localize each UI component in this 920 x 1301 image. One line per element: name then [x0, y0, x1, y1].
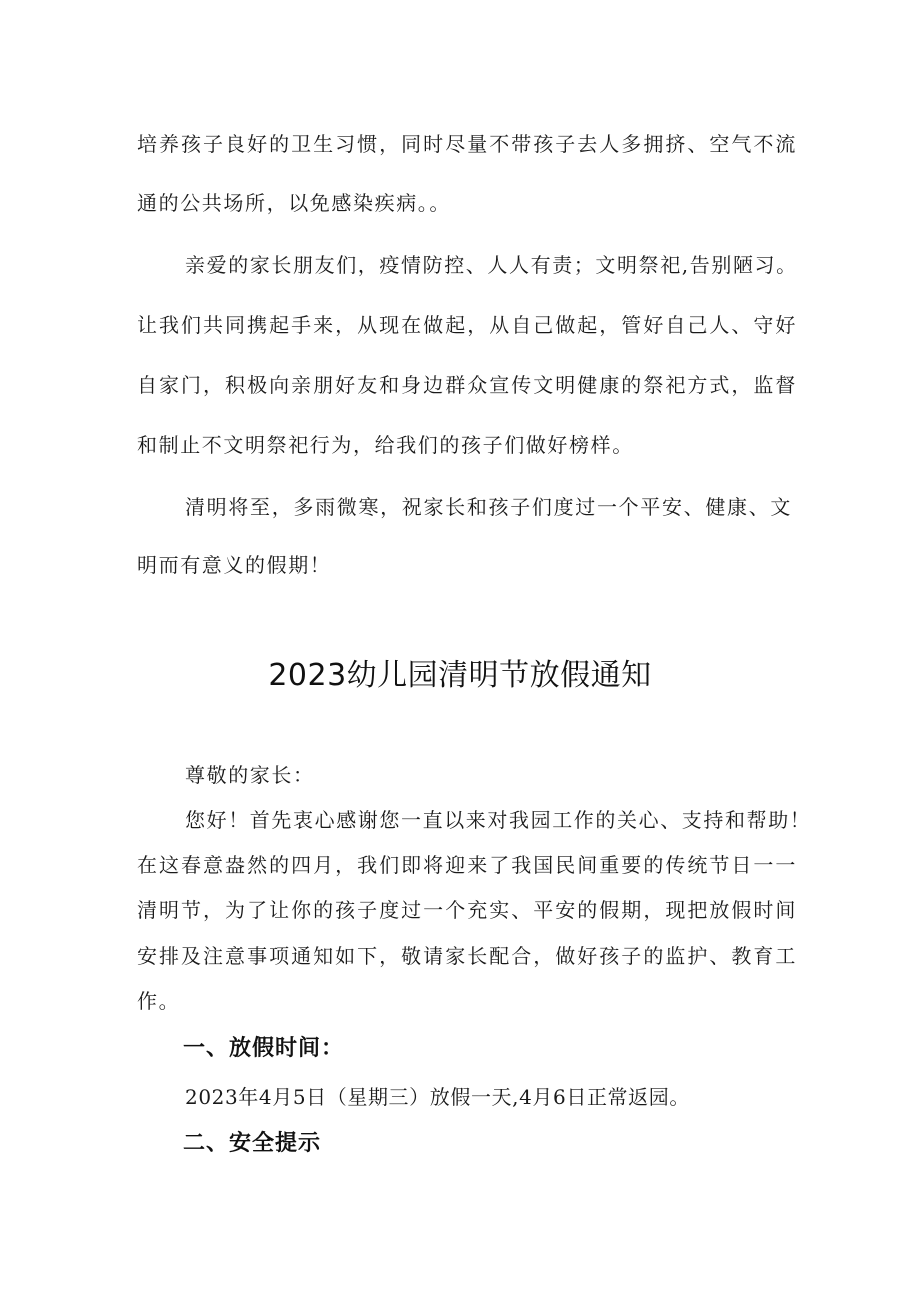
paragraph-line: 在这春意盎然的四月，我们即将迎来了我国民间重要的传统节日一一: [137, 853, 797, 877]
holiday-time-text: 2023年4月5日（星期三）放假一天,4月6日正常返园。: [185, 1085, 690, 1109]
paragraph-line: 清明将至，多雨微寒，祝家长和孩子们度过一个平安、健康、文: [185, 495, 792, 519]
paragraph-line: 自家门，积极向亲朋好友和身边群众宣传文明健康的祭祀方式，监督: [137, 373, 797, 397]
paragraph-line: 让我们共同携起手来，从现在做起，从自己做起，管好自己人、守好: [137, 313, 797, 337]
paragraph-line: 培养孩子良好的卫生习惯，同时尽量不带孩子去人多拥挤、空气不流: [137, 132, 797, 156]
paragraph-line: 您好！首先衷心感谢您一直以来对我园工作的关心、支持和帮助！: [185, 808, 812, 832]
paragraph-line: 通的公共场所，以免感染疾病。。: [137, 191, 451, 215]
section-heading-holiday-time: 一、放假时间：: [183, 1036, 345, 1061]
greeting: 尊敬的家长：: [185, 763, 315, 787]
paragraph-line: 和制止不文明祭祀行为，给我们的孩子们做好榜样。: [137, 433, 634, 457]
paragraph-line: 清明节，为了让你的孩子度过一个充实、平安的假期，现把放假时间: [137, 898, 797, 922]
notice-title: 2023幼儿园清明节放假通知: [268, 658, 652, 693]
paragraph-line: 亲爱的家长朋友们，疫情防控、人人有责；文明祭祀,告别陋习。: [185, 253, 798, 277]
paragraph-line: 作。: [137, 989, 181, 1013]
section-heading-safety-tips: 二、安全提示: [183, 1131, 322, 1156]
paragraph-line: 安排及注意事项通知如下，敬请家长配合，做好孩子的监护、教育工: [137, 944, 797, 968]
paragraph-line: 明而有意义的假期！: [137, 553, 332, 577]
